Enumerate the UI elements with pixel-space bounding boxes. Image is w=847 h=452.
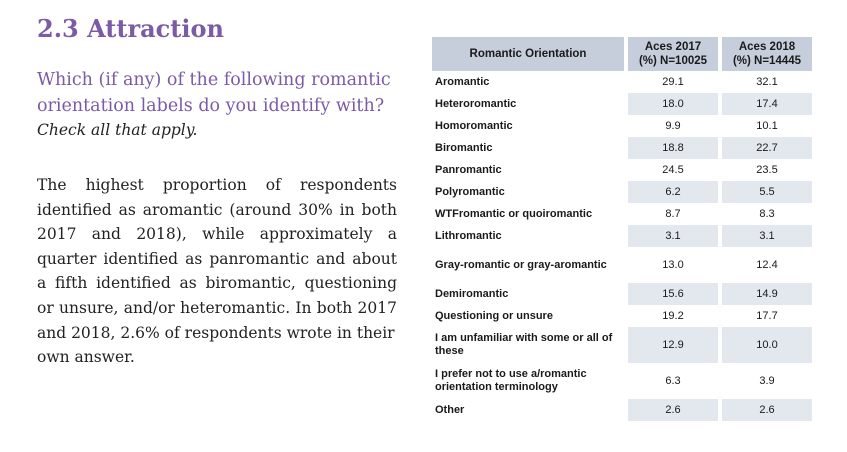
table-row	[432, 71, 812, 93]
value-2017: 8.7	[665, 208, 681, 220]
value-2017: 19.2	[662, 310, 684, 322]
row-label: WTFromantic or quoiromantic	[435, 207, 593, 220]
row-label: Demiromantic	[435, 287, 509, 300]
table-row	[432, 327, 812, 363]
row-label: I prefer not to use a/romantic orientation terminology	[435, 368, 587, 393]
summary-main-text: The highest proportion of respondents identified as aromantic (around 30% in both 2017 and 2018), while approximately a quarter identified as panromantic and about a fifth identified as biromantic, questioning or unsure, and/or heteromantic. In both 2017 and 2018, 2.6% of respondents wrote in their	[37, 176, 397, 342]
table-row	[432, 399, 812, 421]
value-2017: 18.0	[628, 93, 718, 115]
value-2017: 9.9	[665, 120, 681, 132]
row-label: Gray-romantic or gray-aromantic	[435, 258, 607, 271]
value-2018: 2.6	[722, 399, 812, 421]
value-2018: 32.1	[756, 76, 778, 88]
value-2018: 3.9	[759, 375, 775, 387]
table-row	[432, 363, 812, 399]
row-label: Lithromantic	[435, 229, 502, 242]
value-2017: 15.6	[628, 283, 718, 305]
header-aces-2018-n: (%) N=14445	[732, 55, 802, 67]
value-2017: 29.1	[662, 76, 684, 88]
table-row	[432, 115, 812, 137]
row-label: Polyromantic	[435, 185, 505, 198]
value-2017: 24.5	[662, 164, 684, 176]
orientation-table	[432, 37, 812, 421]
value-2018: 5.5	[722, 181, 812, 203]
question-instruction: Check all that apply.	[37, 121, 198, 139]
table-row	[432, 247, 812, 283]
table-row	[432, 283, 812, 305]
value-2018: 12.4	[756, 259, 778, 271]
section-heading: 2.3 Attraction	[37, 14, 224, 43]
row-label: Questioning or unsure	[435, 309, 553, 322]
header-aces-2017-title: Aces 2017	[644, 41, 702, 53]
value-2018: 22.7	[722, 137, 812, 159]
value-2017: 2.6	[628, 399, 718, 421]
header-orientation: Romantic Orientation	[432, 37, 624, 71]
header-aces-2017-n: (%) N=10025	[638, 55, 708, 67]
table-row	[432, 203, 812, 225]
summary-paragraph	[37, 173, 397, 370]
summary-end-text: own answer.	[37, 348, 135, 367]
table-row	[432, 225, 812, 247]
value-2017: 6.2	[628, 181, 718, 203]
row-label: Other	[435, 403, 465, 416]
value-2018: 17.4	[722, 93, 812, 115]
value-2017: 18.8	[628, 137, 718, 159]
value-2018: 8.3	[759, 208, 775, 220]
value-2018: 3.1	[722, 225, 812, 247]
table-row	[432, 93, 812, 115]
row-label: Panromantic	[435, 163, 502, 176]
value-2018: 17.7	[756, 310, 778, 322]
value-2017: 13.0	[662, 259, 684, 271]
value-2018: 23.5	[756, 164, 778, 176]
row-label: Heteroromantic	[435, 97, 517, 110]
row-label: Homoromantic	[435, 119, 513, 132]
row-label: I am unfamiliar with some or all of these	[435, 332, 613, 357]
table-row	[432, 305, 812, 327]
row-label: Aromantic	[435, 75, 490, 88]
table-row	[432, 159, 812, 181]
header-aces-2017	[628, 37, 718, 71]
header-aces-2018-title: Aces 2018	[738, 41, 796, 53]
value-2018: 10.1	[756, 120, 778, 132]
table-header-row	[432, 37, 812, 71]
value-2017: 6.3	[665, 375, 681, 387]
value-2017: 3.1	[628, 225, 718, 247]
survey-question: Which (if any) of the following romantic orientation labels do you identify with?	[37, 70, 391, 116]
value-2018: 14.9	[722, 283, 812, 305]
row-label: Biromantic	[435, 141, 493, 154]
table-row	[432, 181, 812, 203]
table-row	[432, 137, 812, 159]
value-2018: 10.0	[722, 327, 812, 363]
header-aces-2018	[722, 37, 812, 71]
value-2017: 12.9	[628, 327, 718, 363]
